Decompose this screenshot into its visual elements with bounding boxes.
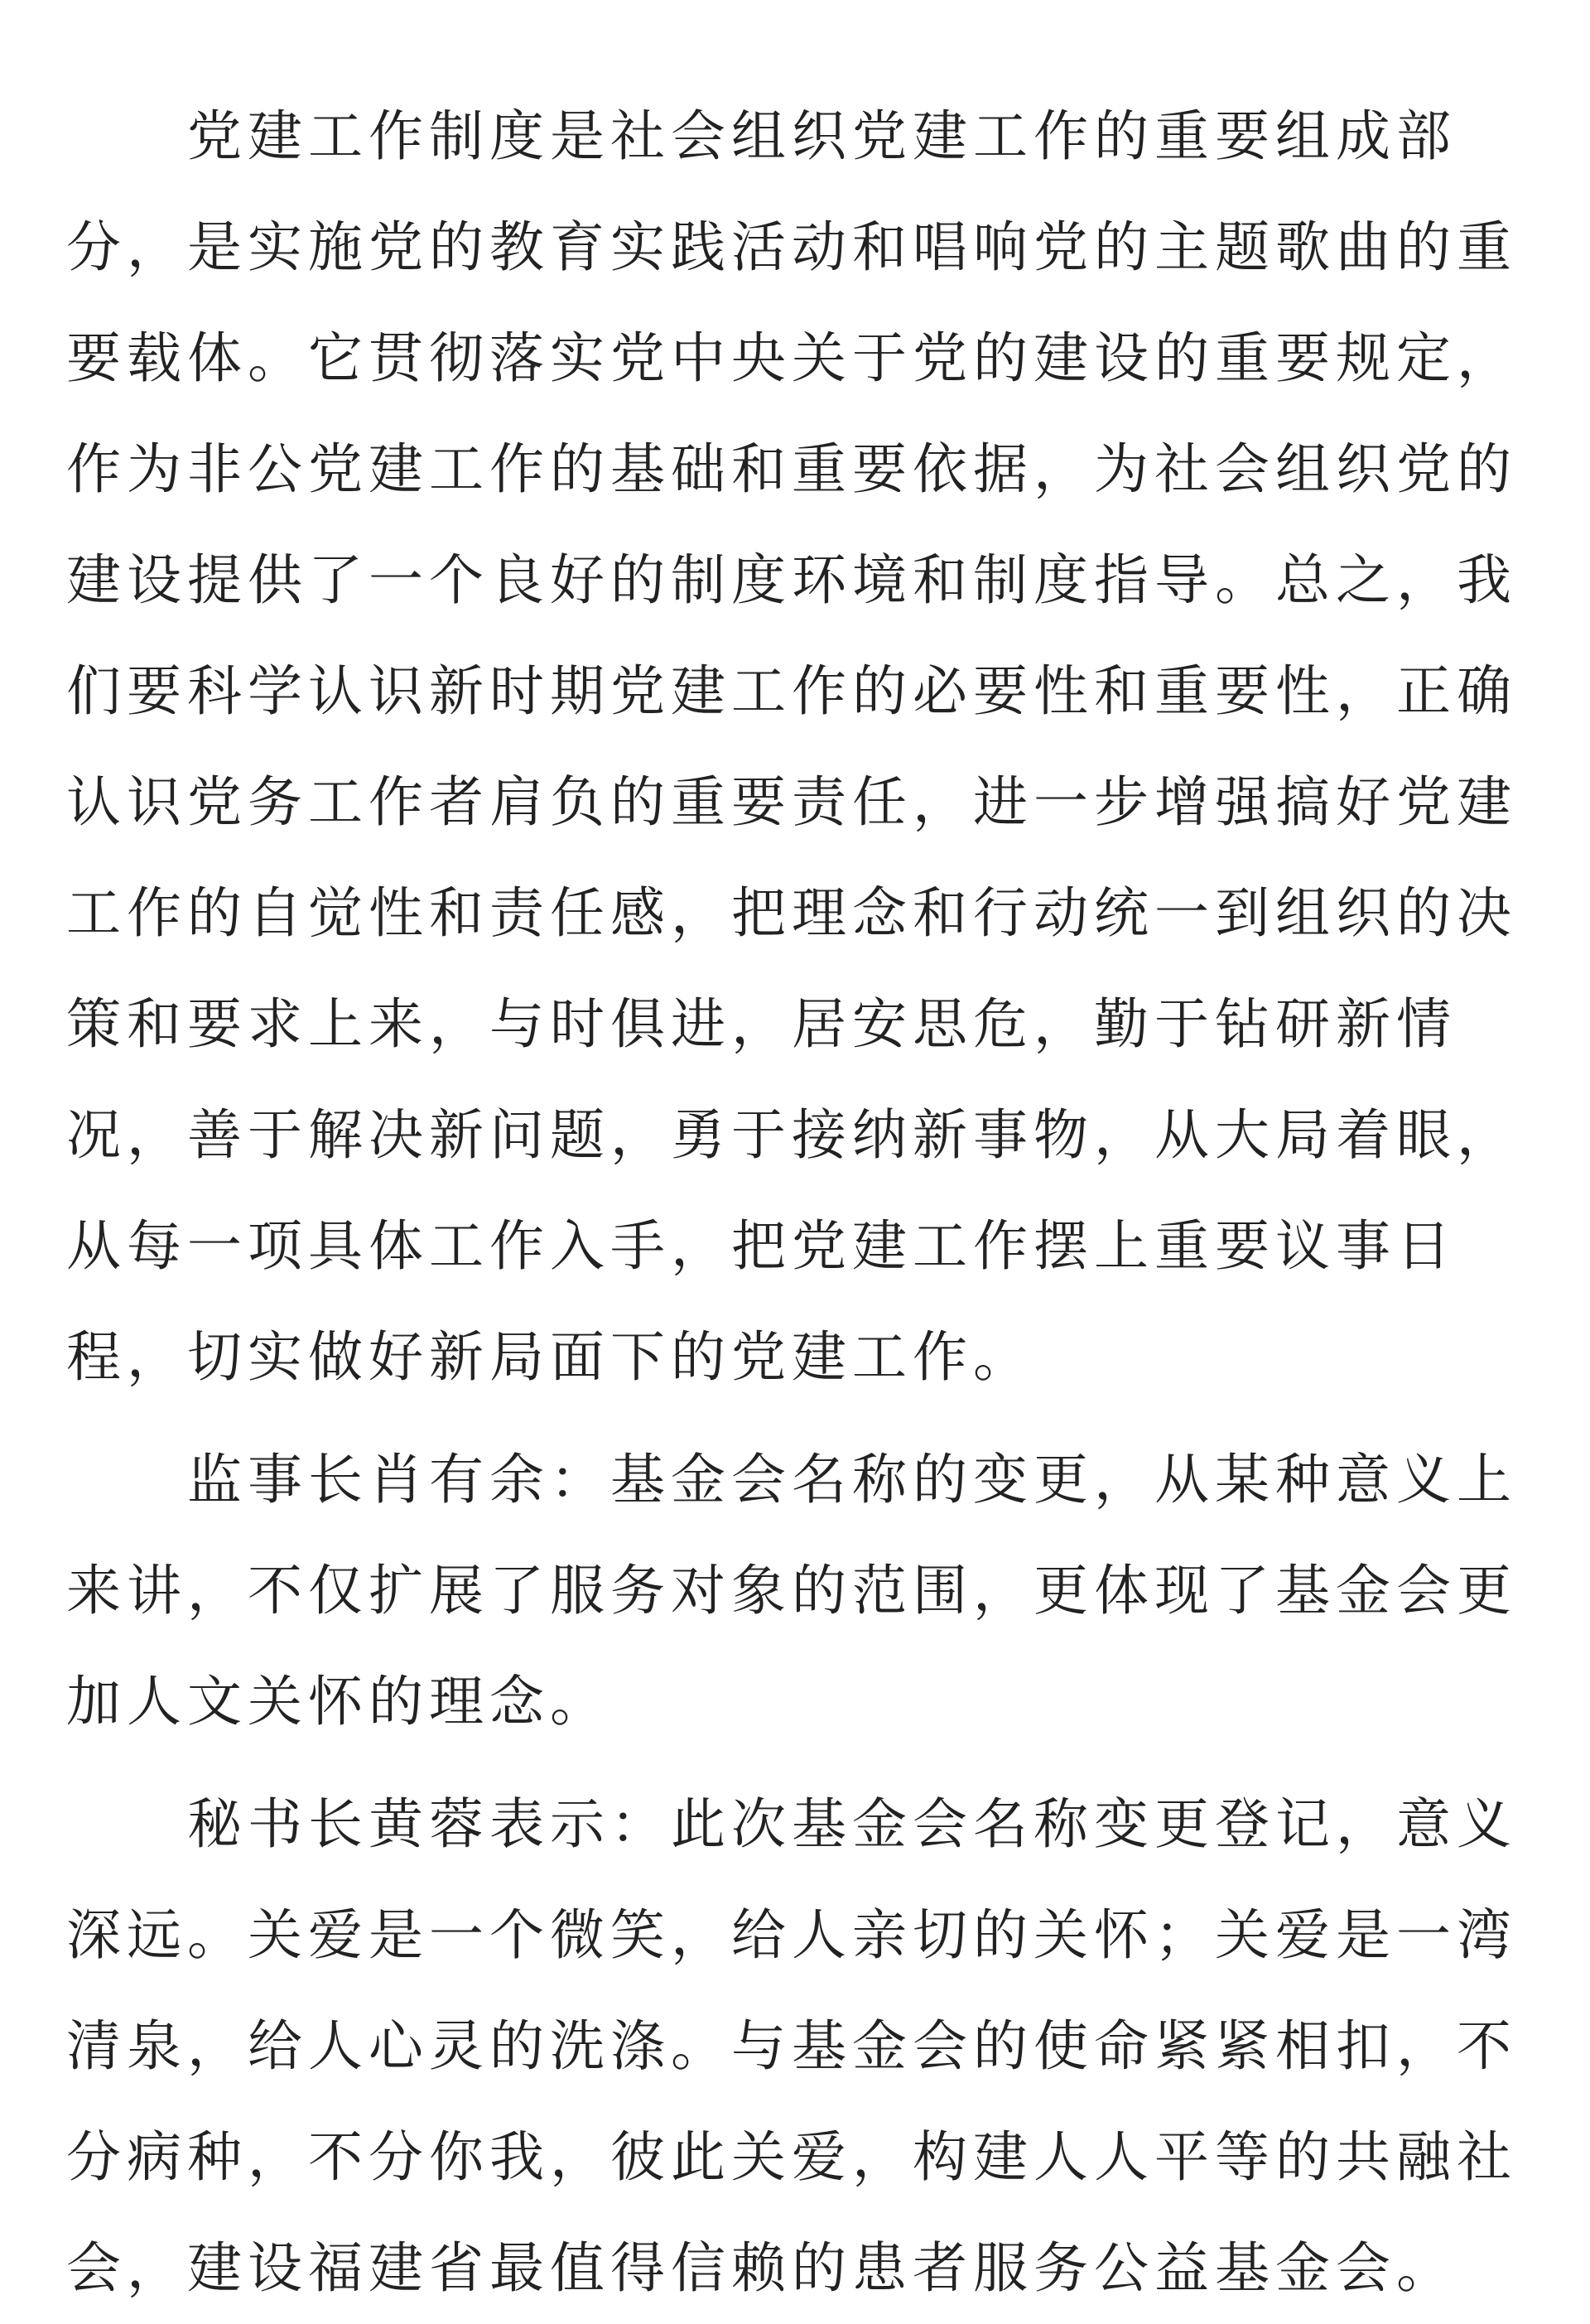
paragraph-line: 建设提供了一个良好的制度环境和制度指导。总之，我	[66, 548, 1517, 612]
paragraph-line: 分病种，不分你我，彼此关爱，构建人人平等的共融社	[66, 2125, 1517, 2189]
paragraph-line: 从每一项具体工作入手，把党建工作摆上重要议事日	[66, 1214, 1457, 1278]
paragraph-line: 秘书长黄蓉表示：此次基金会名称变更登记，意义	[187, 1792, 1517, 1856]
paragraph-line: 监事长肖有余：基金会名称的变更，从某种意义上	[187, 1448, 1517, 1512]
paragraph-line: 党建工作制度是社会组织党建工作的重要组成部	[187, 104, 1457, 168]
paragraph-supervisor-statement	[66, 1425, 1590, 1757]
paragraph-secretary-statement	[66, 1769, 1590, 2324]
paragraph-line: 况，善于解决新问题，勇于接纳新事物，从大局着眼，	[66, 1103, 1517, 1167]
paragraph-line: 加人文关怀的理念。	[66, 1670, 610, 1733]
paragraph-line: 来讲，不仅扩展了服务对象的范围，更体现了基金会更	[66, 1559, 1517, 1622]
paragraph-line: 要载体。它贯彻落实党中央关于党的建设的重要规定，	[66, 326, 1517, 390]
paragraph-line: 深远。关爱是一个微笑，给人亲切的关怀；关爱是一湾	[66, 1903, 1517, 1967]
paragraph-line: 清泉，给人心灵的洗涤。与基金会的使命紧紧相扣，不	[66, 2014, 1517, 2078]
paragraph-party-building	[66, 81, 1590, 1413]
paragraph-line: 认识党务工作者肩负的重要责任，进一步增强搞好党建	[66, 770, 1517, 834]
paragraph-line: 策和要求上来，与时俱进，居安思危，勤于钻研新情	[66, 992, 1457, 1056]
paragraph-line: 会，建设福建省最值得信赖的患者服务公益基金会。	[66, 2236, 1457, 2300]
paragraph-line: 分，是实施党的教育实践活动和唱响党的主题歌曲的重	[66, 215, 1517, 279]
paragraph-line: 程，切实做好新局面下的党建工作。	[66, 1325, 1034, 1389]
paragraph-line: 工作的自觉性和责任感，把理念和行动统一到组织的决	[66, 881, 1517, 945]
paragraph-line: 作为非公党建工作的基础和重要依据，为社会组织党的	[66, 437, 1517, 501]
paragraph-line: 们要科学认识新时期党建工作的必要性和重要性，正确	[66, 659, 1517, 723]
